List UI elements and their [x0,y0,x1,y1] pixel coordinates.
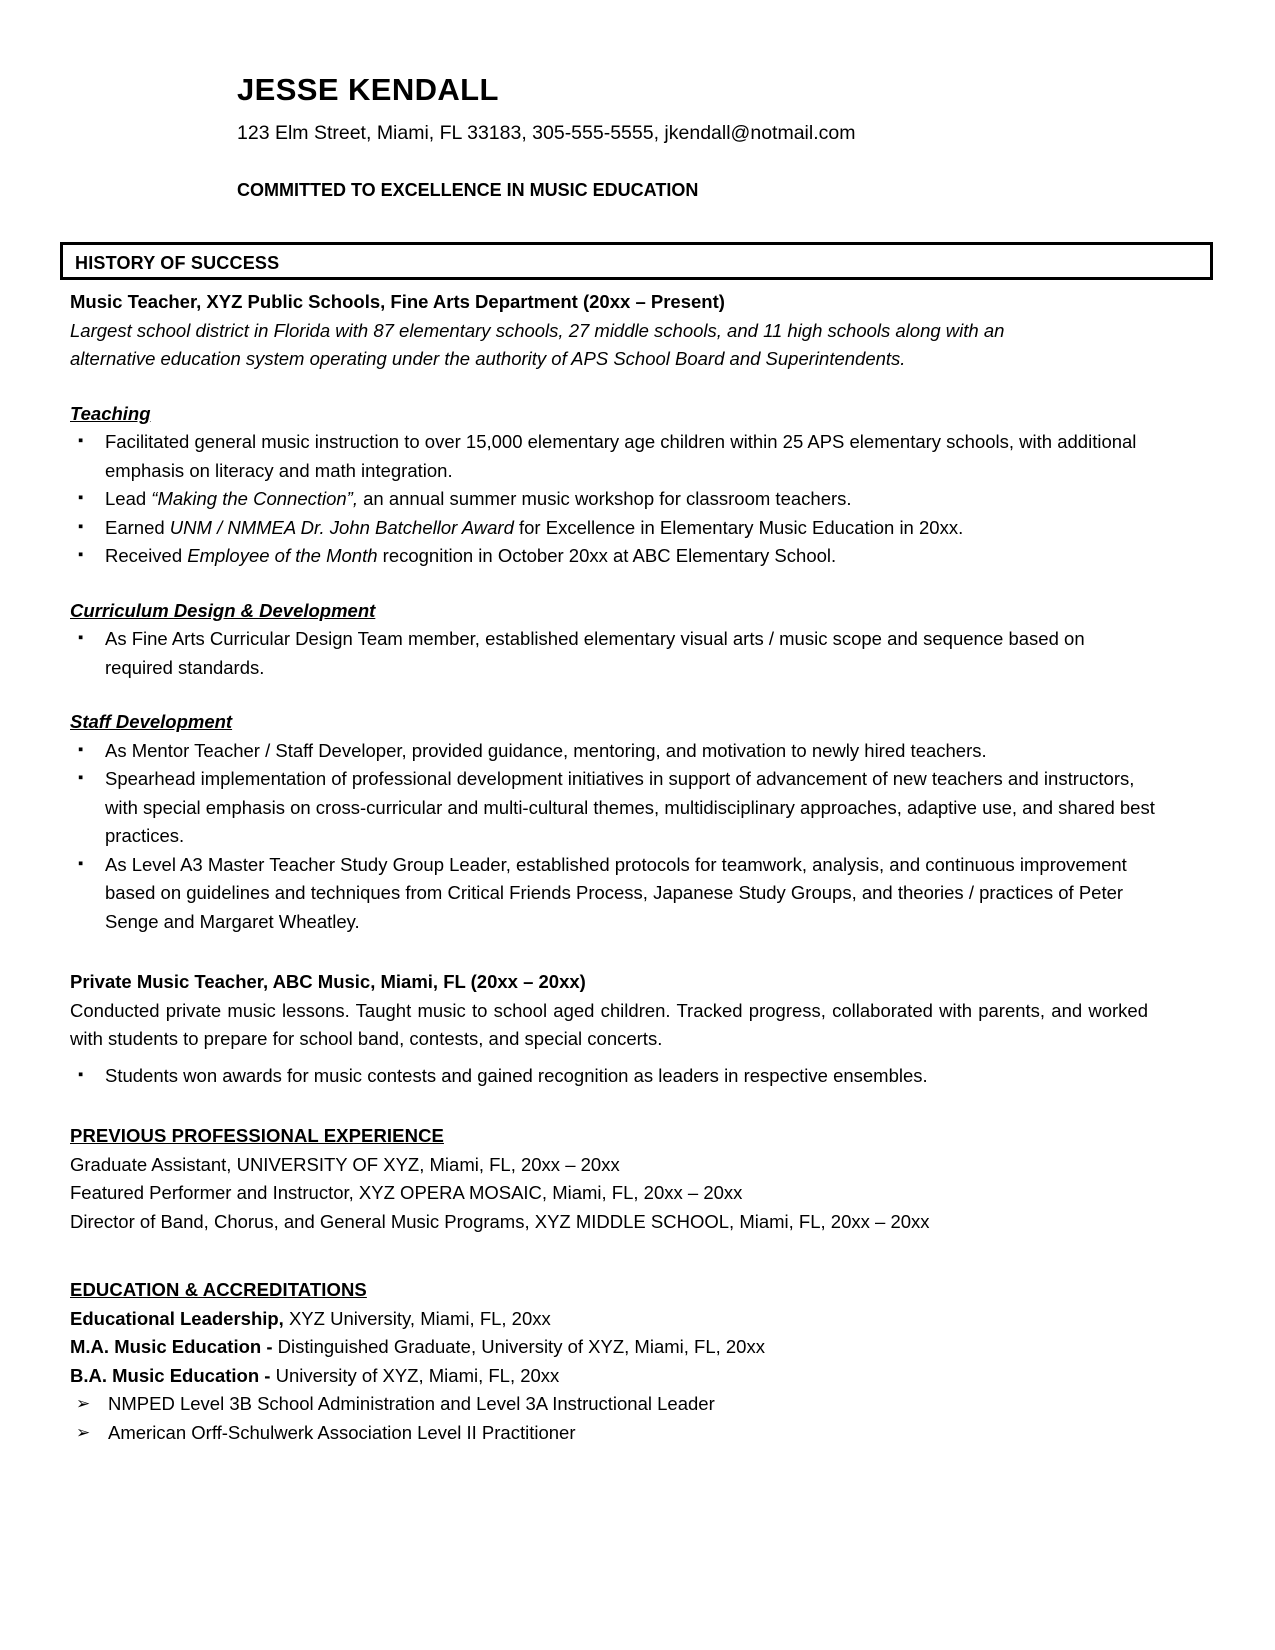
list-item: B.A. Music Education - University of XYZ, Miami, FL, 20xx [70,1364,560,1386]
list-item: Director of Band, Chorus, and General Music Programs, XYZ MIDDLE SCHOOL, Miami, FL, 20xx – 20xx [70,1210,930,1232]
professional-tagline: COMMITTED TO EXCELLENCE IN MUSIC EDUCATION [237,180,699,200]
bullet-list [70,625,1155,682]
subsection-teaching [70,400,1155,571]
section-bar-label: HISTORY OF SUCCESS [75,253,280,273]
bullet-list [70,737,1155,937]
candidate-name: JESSE KENDALL [237,72,499,107]
spacer [70,374,1155,400]
list-item: ➢ American Orff-Schulwerk Association Level II Practitioner [70,1419,1155,1448]
list-item: ▪ As Level A3 Master Teacher Study Group Leader, established protocols for teamwork, analysis, and continuous improvement based on guidelines and techniques from Critical Friends Process, Japanese Study Groups, and theories / practices of Peter Senge and Margaret Wheatley. [70,851,1155,937]
job-description: Conducted private music lessons. Taught music to school aged children. Tracked progress, collaborated with parents, and worked with students to prepare for school band, contests, and special concerts. [70,999,1148,1049]
spacer [70,571,1155,597]
list-item: ▪ Spearhead implementation of professional development initiatives in support of advancement of new teachers and instructors, with special emphasis on cross-curricular and multi-cultural themes, multidisciplinary approaches, adaptive use, and shared best practices. [70,765,1155,851]
subsection-heading: Curriculum Design & Development [70,599,376,621]
list-item: ▪ As Mentor Teacher / Staff Developer, provided guidance, mentoring, and motivation to newly hired teachers. [70,737,1155,766]
list-item: Educational Leadership, XYZ University, Miami, FL, 20xx [70,1307,551,1329]
job-title: Music Teacher, XYZ Public Schools, Fine Arts Department (20xx – Present) [70,291,725,312]
subsection-staff-development [70,708,1155,936]
certification-list [70,1390,1155,1447]
section-heading: PREVIOUS PROFESSIONAL EXPERIENCE [70,1125,444,1146]
list-item: ➢ NMPED Level 3B School Administration and Level 3A Instructional Leader [70,1390,1155,1419]
section-education [70,1276,1155,1447]
job-entry-current [70,288,1155,374]
job-description: Largest school district in Florida with 87 elementary schools, 27 middle schools, and 11 high schools along with an alternative education system operating under the authority of APS School Board and Superintendents. [70,319,1005,369]
subsection-heading: Teaching [70,402,151,424]
subsection-heading: Staff Development [70,711,233,732]
list-item: ▪ As Fine Arts Curricular Design Team member, established elementary visual arts / music scope and sequence based on required standards. [70,625,1155,682]
list-item: ▪ Received Employee of the Month recognition in October 20xx at ABC Elementary School. [70,542,1155,571]
section-previous-experience [70,1122,1155,1236]
list-item: Graduate Assistant, UNIVERSITY OF XYZ, Miami, FL, 20xx – 20xx [70,1153,620,1175]
section-heading: EDUCATION & ACCREDITATIONS [70,1279,367,1300]
job-title: Private Music Teacher, ABC Music, Miami, FL (20xx – 20xx) [70,971,586,992]
list-item: Featured Performer and Instructor, XYZ OPERA MOSAIC, Miami, FL, 20xx – 20xx [70,1182,743,1203]
spacer [70,1090,1155,1122]
list-item: ▪ Lead “Making the Connection”, an annual summer music workshop for classroom teachers. [70,485,1155,514]
resume-body [70,288,1155,1447]
spacer [70,682,1155,708]
list-item: ▪ Earned UNM / NMMEA Dr. John Batchellor Award for Excellence in Elementary Music Education in 20xx. [70,514,1155,543]
list-item: ▪ Students won awards for music contests and gained recognition as leaders in respective ensembles. [70,1062,1155,1091]
spacer [70,1236,1155,1276]
resume-header [237,72,1187,202]
subsection-curriculum [70,597,1155,683]
section-bar-history-of-success [60,242,1213,280]
contact-line: 123 Elm Street, Miami, FL 33183, 305-555-5555, jkendall@notmail.com [237,122,856,144]
list-item: M.A. Music Education - Distinguished Graduate, University of XYZ, Miami, FL, 20xx [70,1336,765,1357]
bullet-list [70,1062,1155,1091]
experience-list [70,1151,1155,1237]
bullet-list [70,428,1155,571]
list-item: ▪ Facilitated general music instruction to over 15,000 elementary age children within 25 APS elementary schools, with additional emphasis on literacy and math integration. [70,428,1155,485]
job-entry-private [70,968,1155,1090]
spacer [70,936,1155,968]
degree-list [70,1305,1155,1391]
